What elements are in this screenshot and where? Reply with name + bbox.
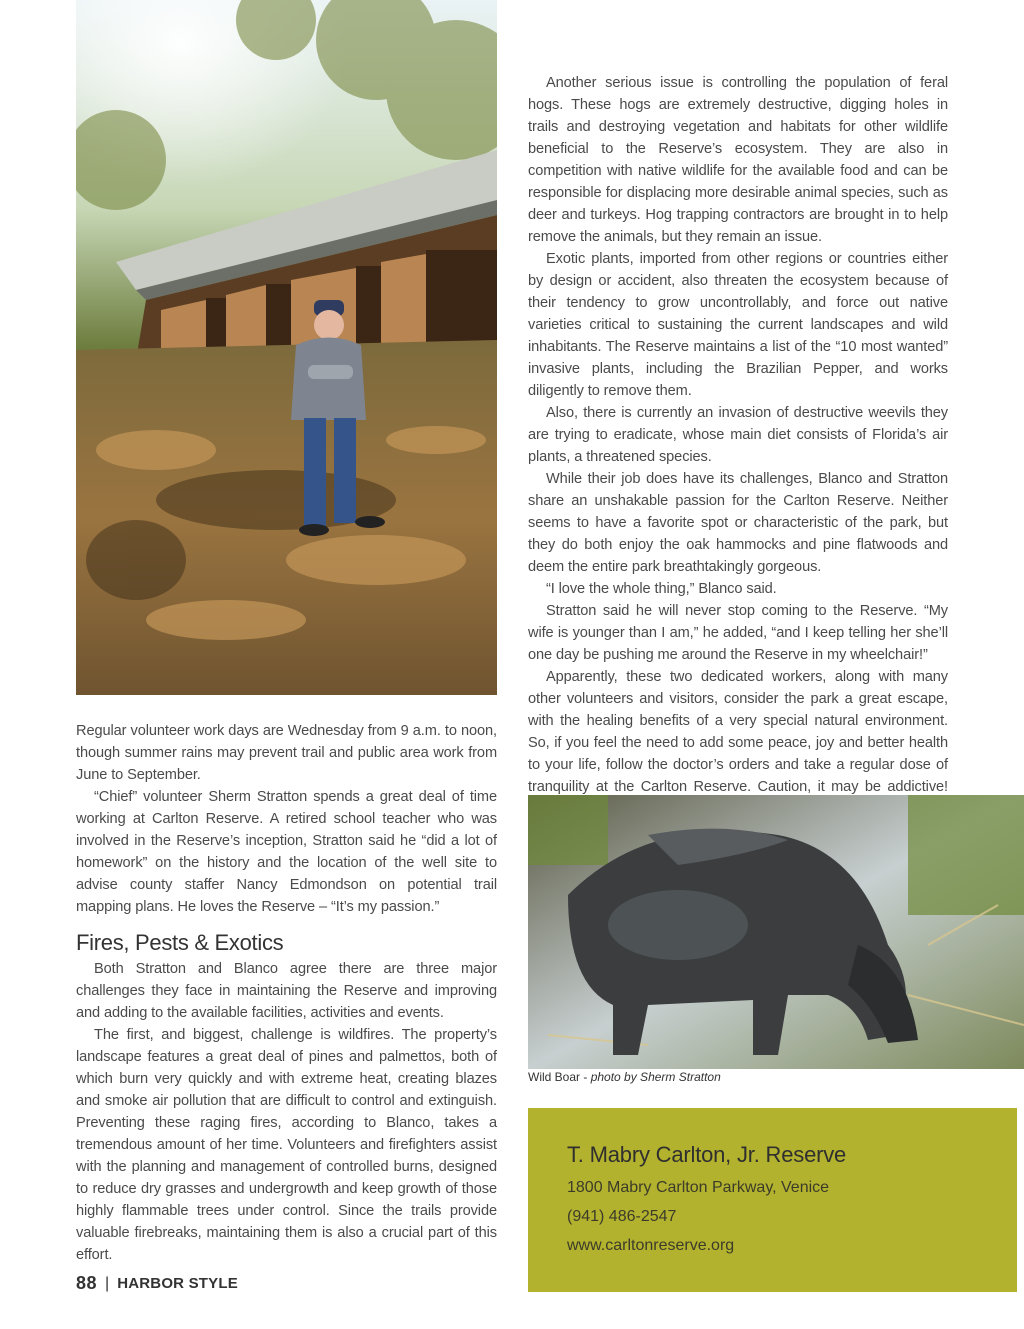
reserve-name: T. Mabry Carlton, Jr. Reserve xyxy=(567,1142,847,1167)
paragraph-feral-hogs: Another serious issue is controlling the population of feral hogs. These hogs are extremely destructive, digging holes in trails and destroying vegetation and habitats for other wildlife beneficial to the Reserve’s ecosystem. They are also in competition with native wildlife for the available food and can be responsible for displacing more desirable animal species, such as deer and turkeys. Hog trapping contractors are brought in to help remove the animals, but they remain an issue. xyxy=(528,75,948,245)
volunteer-barn-photo xyxy=(76,0,497,695)
magazine-name: HARBOR STYLE xyxy=(117,1275,238,1292)
reserve-website-link[interactable]: www.carltonreserve.org xyxy=(567,1237,735,1254)
paragraph-weevils: Also, there is currently an invasion of destructive weevils they are trying to eradicate, whose main diet consists of Florida’s air plants, a threatened species. xyxy=(528,405,948,465)
paragraph-stratton-quote: Stratton said he will never stop coming to the Reserve. “My wife is younger than I am,” he added, “and I keep telling her she’ll one day be pushing me around the Reserve in my wheelchair!” xyxy=(528,603,948,663)
right-column xyxy=(528,72,948,820)
page-footer xyxy=(76,1273,238,1294)
reserve-info-box xyxy=(528,1108,1017,1292)
paragraph-work-days: Regular volunteer work days are Wednesday from 9 a.m. to noon, though summer rains may prevent trail and public area work from June to September. xyxy=(76,723,497,783)
page-number: 88 xyxy=(76,1273,98,1293)
wild-boar-photo xyxy=(528,795,1024,1069)
footer-separator: | xyxy=(105,1274,110,1292)
boar-photo-caption xyxy=(528,1070,721,1084)
reserve-phone: (941) 486-2547 xyxy=(567,1208,677,1225)
photo-credit: photo by Sherm Stratton xyxy=(590,1070,721,1084)
caption-text: Wild Boar - xyxy=(528,1070,591,1084)
paragraph-three-challenges: Both Stratton and Blanco agree there are three major challenges they face in maintaining the Reserve and improving and adding to the available facilities, activities and events. xyxy=(76,961,497,1021)
paragraph-exotic-plants: Exotic plants, imported from other regions or countries either by design or accident, also threaten the ecosystem because of their tendency to grow uncontrollably, and force out native varieties critical to sustaining the current landscapes and wild inhabitants. The Reserve maintains a list of the “10 most wanted” invasive plants, including the Brazilian Pepper, and works diligently to remove them. xyxy=(528,251,948,399)
paragraph-sherm-stratton: “Chief” volunteer Sherm Stratton spends a great deal of time working at Carlton Reserve. A retired school teacher who was involved in the Reserve’s inception, Stratton said he “did a lot of homework” on the history and the location of the well site to advise county staffer Nancy Edmondson on potential trail mapping plans. He loves the Reserve – “It’s my passion.” xyxy=(76,789,497,915)
paragraph-passion: While their job does have its challenges, Blanco and Stratton share an unshakable passion for the Carlton Reserve. Neither seems to have a favorite spot or characteristic of the park, but they do both enjoy the oak hammocks and pine flatwoods and deem the entire park breathtakingly gorgeous. xyxy=(528,471,948,575)
closing-text: Apparently, these two dedicated workers, along with many other volunteers and visitors, consider the park a great escape, with the healing benefits of a very special natural environment. So, if you feel the need to add some peace, joy and better health to your life, follow the doctor’s orders and take a regular dose of tranquility at the Carlton Reserve. Caution, it may be addictive! xyxy=(528,669,948,795)
section-heading: Fires, Pests & Exotics xyxy=(76,930,284,955)
reserve-address: 1800 Mabry Carlton Parkway, Venice xyxy=(567,1179,830,1196)
paragraph-wildfires: The first, and biggest, challenge is wildfires. The property’s landscape features a great deal of pines and palmettos, both of which burn very quickly and with extreme heat, creating blazes and smoke air pollution that are difficult to control and extinguish. Preventing these raging fires, according to Blanco, takes a tremendous amount of her time. Volunteers and firefighters assist with the planning and management of controlled burns, designed to reduce dry grasses and undergrowth and keep growth of those highly flammable trees under control. Since the trails provide valuable firebreaks, maintaining them is also a crucial part of this effort. xyxy=(76,1027,497,1263)
left-column xyxy=(76,720,497,1266)
paragraph-blanco-quote: “I love the whole thing,” Blanco said. xyxy=(546,581,777,597)
